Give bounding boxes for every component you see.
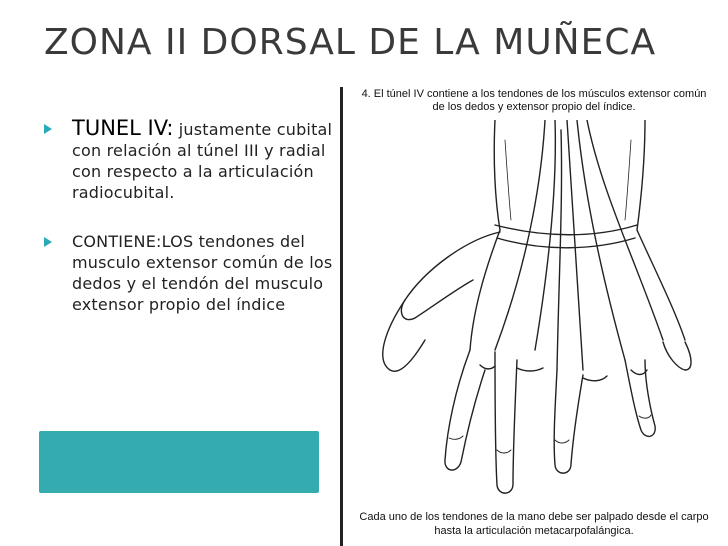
caption-line: de los dedos y extensor propio del índice. bbox=[432, 101, 636, 113]
accent-box bbox=[39, 431, 319, 493]
caption-line: 4. El túnel IV contiene a los tendones de los músculos extensor común bbox=[361, 88, 707, 100]
bullet-heading: TUNEL IV: bbox=[72, 116, 174, 140]
bullet-contiene bbox=[44, 231, 344, 315]
caption-line: hasta la articulación metacarpofalángica. bbox=[434, 525, 634, 537]
bullet-arrow-icon bbox=[44, 124, 52, 134]
bullet-text: CONTIENE:LOS tendones del musculo extensor común de los dedos y el tendón del musculo extensor propio del índice bbox=[72, 232, 333, 314]
caption-line: Cada uno de los tendones de la mano debe ser palpado desde el carpo bbox=[359, 511, 709, 523]
hand-illustration bbox=[345, 120, 715, 510]
figure-caption-top bbox=[345, 88, 723, 114]
bullet-arrow-icon bbox=[44, 237, 52, 247]
bullet-tunel-iv bbox=[44, 118, 344, 203]
bullet-list bbox=[44, 118, 344, 343]
figure-caption-bottom bbox=[348, 510, 720, 538]
bullet-text: justamente cubital con relación al túnel III y radial con respecto a la articulación radiocubital. bbox=[72, 120, 333, 202]
slide-title: ZONA II DORSAL DE LA MUÑECA bbox=[44, 22, 657, 63]
